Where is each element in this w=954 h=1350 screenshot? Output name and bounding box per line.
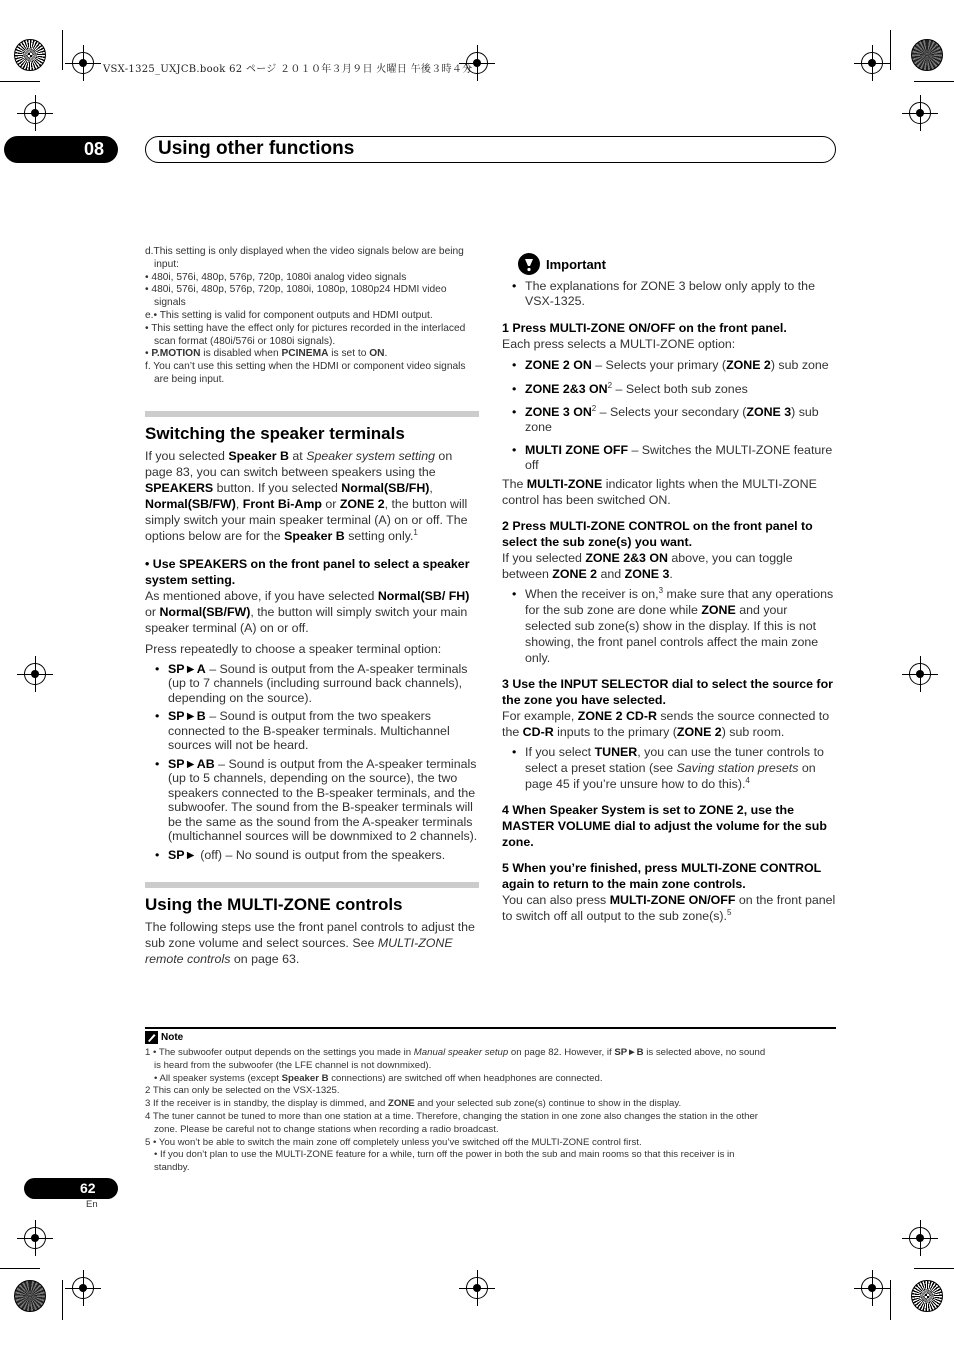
section-rule [145, 411, 479, 417]
note-4: 4 The tuner cannot be tuned to more than one station at a time. Therefore, changing the station in one zone also changes the station in the other [145, 1110, 758, 1122]
list-item: • MULTI ZONE OFF – Switches the MULTI-ZONE feature off [502, 443, 836, 472]
crosshair-mark-icon [909, 1227, 931, 1249]
chapter-number-badge: 08 [4, 136, 118, 163]
crosshair-mark-icon [909, 663, 931, 685]
note-5b-cont: standby. [154, 1162, 190, 1174]
crosshair-mark-icon [72, 1277, 94, 1299]
footnote-e-item: • This setting have the effect only for pictures recorded in the interlaced scan format (480i/576i or 1080i signals). [145, 322, 466, 347]
note-1b: • All speaker systems (except Speaker B connections) are switched off when headphones are connected. [154, 1072, 603, 1084]
crosshair-mark-icon [24, 102, 46, 124]
step-3: 3 Use the INPUT SELECTOR dial to select the source for the zone you have selected. [502, 677, 833, 707]
section-heading-switching: Switching the speaker terminals [145, 423, 405, 443]
note-5b: • If you don’t plan to use the MULTI-ZONE feature for a while, turn off the power in both the sub and main rooms so that this receiver is in [154, 1149, 735, 1161]
step-2-text: If you selected ZONE 2&3 ON above, you can toggle between ZONE 2 and ZONE 3. [502, 551, 793, 581]
language-code: En [86, 1199, 98, 1210]
crop-mark [890, 30, 891, 70]
list-item: • SP►B – Sound is output from the two speakers connected to the B-speaker terminals. Multichannel sources will not be heard. [145, 709, 479, 753]
crosshair-mark-icon [861, 52, 883, 74]
note-5a: 5 • You won’t be able to switch the main zone off completely unless you’ve switched off the MULTI-ZONE control first. [145, 1136, 642, 1148]
step-3-bullet: • If you select TUNER, you can use the tuner controls to select a preset station (see Saving station presets on page 45 if you’re unsure how to do this).$^4$ [502, 744, 836, 792]
indicator-text: The MULTI-ZONE indicator lights when the MULTI-ZONE control has been switched ON. [502, 477, 817, 507]
list-item: • SP► (off) – No sound is output from the speakers. [145, 848, 479, 863]
note-2: 2 This can only be selected on the VSX-1325. [145, 1085, 340, 1097]
footnote-f: f. You can’t use this setting when the HDMI or component video signals are being input. [145, 361, 466, 385]
crop-mark [914, 1268, 954, 1269]
list-item: • ZONE 2&3 $ON^2$ – Select both sub zones [502, 382, 836, 397]
step-5: 5 When you’re finished, press MULTI-ZONE CONTROL again to return to the main zone controls. [502, 861, 821, 891]
print-header: VSX-1325_UXJCB.book 62 ページ ２０１０年３月９日 火曜日 午後３時４分 [103, 64, 473, 75]
list-item: • SP►A – Sound is output from the A-speaker terminals (up to 7 channels (including surround back channels), depending on the source). [145, 662, 479, 706]
crosshair-mark-icon [24, 1227, 46, 1249]
note-3: 3 If the receiver is in standby, the display is dimmed, and ZONE and your selected sub zone(s) continue to show in the display. [145, 1098, 682, 1110]
switching-step: • Use SPEAKERS on the front panel to select a speaker system setting. [145, 556, 470, 587]
registration-rosette-icon [14, 1280, 46, 1312]
step-1: 1 Press MULTI-ZONE ON/OFF on the front panel. [502, 321, 787, 335]
footnote-e-item: • P.MOTION is disabled when PCINEMA is set to ON. [145, 348, 388, 360]
crop-mark [0, 1268, 40, 1269]
notes-rule [145, 1027, 836, 1029]
notes-label: Note [161, 1032, 184, 1043]
notes-header [145, 1031, 836, 1044]
footnote-e [145, 310, 479, 361]
right-column [502, 253, 836, 924]
important-label: Important [546, 256, 606, 272]
list-item: • ZONE 3 $ON^2$ – Selects your secondary (ZONE 3) sub zone [502, 405, 836, 434]
registration-rosette-icon [911, 39, 943, 71]
registration-rosette-icon [14, 39, 46, 71]
step-2: 2 Press MULTI-ZONE CONTROL on the front panel to select the sub zone(s) you want. [502, 519, 813, 549]
note-4-cont: zone. Please be careful not to change stations when recording a radio broadcast. [154, 1123, 499, 1135]
crosshair-mark-icon [861, 1277, 883, 1299]
section-heading-multizone: Using the MULTI-ZONE controls [145, 895, 403, 915]
crosshair-mark-icon [24, 663, 46, 685]
note-1a-cont: is heard from the subwoofer (the LFE channel is not downmixed). [154, 1059, 432, 1071]
crop-mark [62, 30, 63, 70]
switching-para-3: Press repeatedly to choose a speaker terminal option: [145, 641, 442, 656]
page-number: 62 [80, 1180, 96, 1196]
left-column [145, 246, 479, 967]
note-1a: 1 • The subwoofer output depends on the settings you made in Manual speaker setup on page 82. However, if SP►B is selected above, no sound [145, 1047, 766, 1058]
crosshair-mark-icon [909, 102, 931, 124]
important-icon [518, 253, 540, 275]
switching-intro: If you selected Speaker B at Speaker system setting on page 83, you can switch between speakers using the SPEAKERS button. If you selected Normal(SB/FH), Normal(SB/FW), Front Bi-Amp or ZONE 2, the button will simply switch your main speaker terminal (A) on or off. The options below are for the Speaker B setting only.$^1$ [145, 448, 468, 543]
step-4: 4 When Speaker System is set to ZONE 2, use the MASTER VOLUME dial to adjust the volume for the sub zone. [502, 803, 827, 849]
speaker-options-list [145, 662, 479, 863]
crop-mark [0, 81, 40, 82]
notes-section [145, 1031, 836, 1175]
crop-mark [62, 1280, 63, 1320]
step-1-text: Each press selects a MULTI-ZONE option: [502, 337, 736, 351]
important-box [518, 253, 836, 275]
step-3-text: For example, ZONE 2 CD-R sends the source connected to the CD-R inputs to the primary (ZONE 2) sub room. [502, 709, 830, 739]
footnote-d-intro: d.This setting is only displayed when the video signals below are being input: [145, 246, 464, 270]
crop-mark [914, 81, 954, 82]
chapter-title: Using other functions [158, 138, 355, 159]
note-pencil-icon [145, 1031, 158, 1044]
zone-options-list [502, 358, 836, 472]
step-5-text: You can also press MULTI-ZONE ON/OFF on the front panel to switch off all output to the sub zone(s).$^5$ [502, 893, 836, 923]
registration-rosette-icon [911, 1280, 943, 1312]
footnote-d [145, 246, 479, 310]
section-rule [145, 882, 479, 888]
footnote-d-item: • 480i, 576i, 480p, 576p, 720p, 1080i, 1080p, 1080p24 HDMI video signals [145, 284, 447, 309]
crosshair-mark-icon [72, 52, 94, 74]
step-2-bullet: • When the receiver is on,$^3$ make sure that any operations for the sub zone are done while ZONE and your selected sub zone(s) show in the display. If this is not showing, the front panel controls affect the main zone only. [502, 586, 836, 666]
crosshair-mark-icon [466, 1277, 488, 1299]
switching-para-2: As mentioned above, if you have selected Normal(SB/ FH) or Normal(SB/FW), the button will simply switch your main speaker terminal (A) on or off. [145, 588, 470, 635]
footnote-d-item: • 480i, 576i, 480p, 576p, 720p, 1080i analog video signals [145, 271, 407, 283]
list-item: • SP►AB – Sound is output from the A-speaker terminals (up to 5 channels, depending on the source), the two speakers connected to the B-speaker terminals, and the subwoofer. The sound from the B-speaker terminals will be the same as the sound from the A-speaker terminals (multichannel sources will be downmixed to 2 channels). [145, 757, 479, 844]
crop-mark [890, 1280, 891, 1320]
page-number-badge [24, 1178, 118, 1199]
notes-body [145, 1047, 836, 1175]
important-text: • The explanations for ZONE 3 below only apply to the VSX-1325. [502, 279, 836, 308]
list-item: • ZONE 2 ON – Selects your primary (ZONE 2) sub zone [502, 358, 836, 373]
multizone-intro: The following steps use the front panel controls to adjust the sub zone volume and select sources. See MULTI-ZONE remote controls on page 63. [145, 920, 475, 967]
footnote-e-item: e.• This setting is valid for component outputs and HDMI output. [145, 309, 433, 321]
